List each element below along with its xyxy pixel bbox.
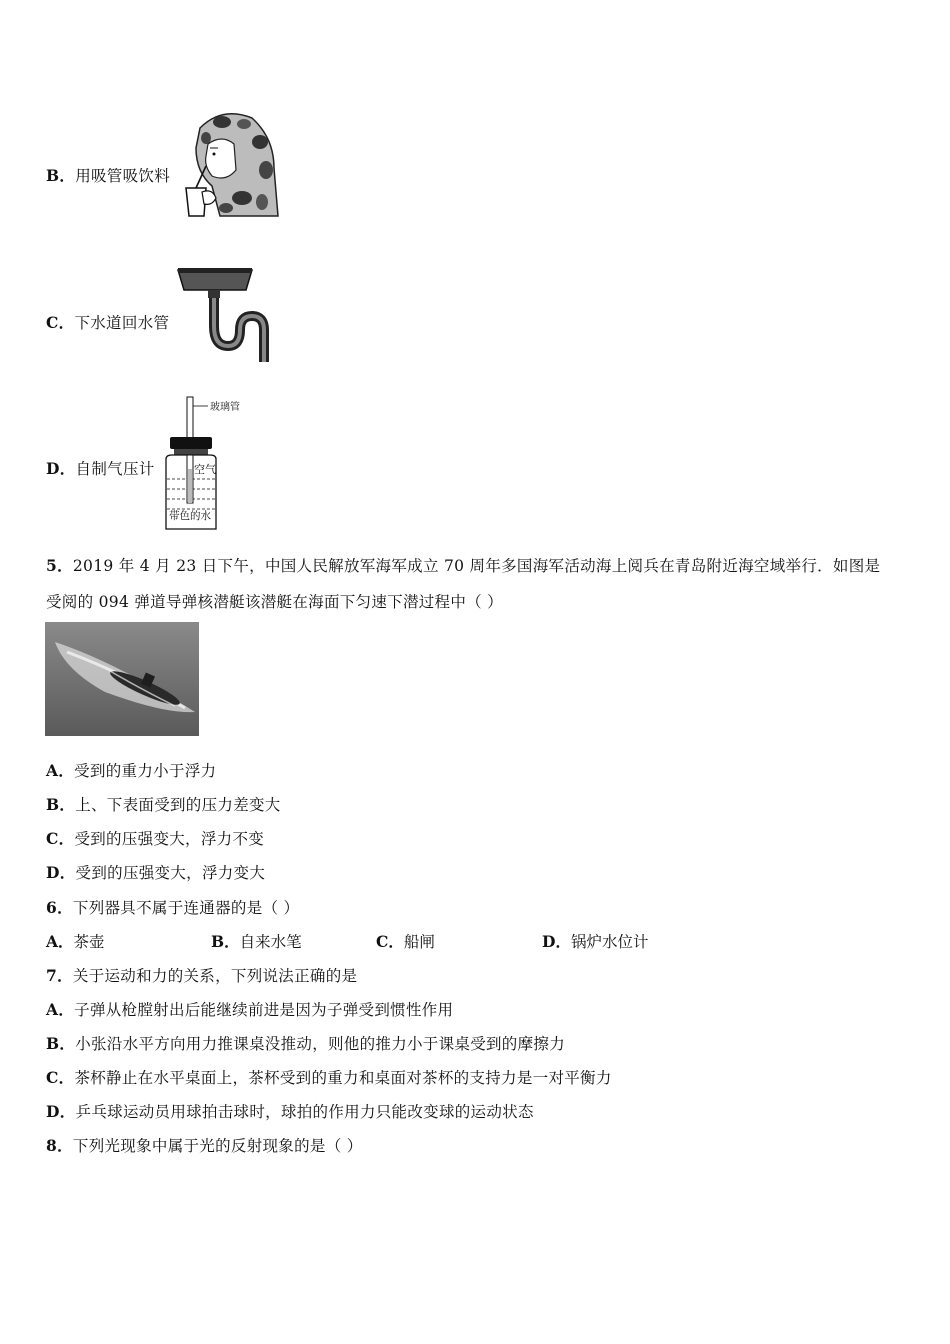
q7-option-c — [46, 1066, 612, 1088]
option-text: 上、下表面受到的压力差变大 — [75, 796, 281, 814]
option-text: 船闸 — [403, 933, 435, 951]
question-stem: 受阅的 094 弹道导弹核潜艇该潜艇在海面下匀速下潜过程中（ ） — [46, 593, 503, 611]
question-number: 5． — [46, 556, 73, 575]
q7-option-d — [46, 1100, 534, 1122]
q4-option-b — [46, 164, 170, 186]
q7-stem — [46, 964, 357, 986]
colored-water-label: 带色的水 — [169, 510, 211, 522]
option-text: 自制气压计 — [75, 460, 155, 478]
q6-option-b — [211, 930, 302, 952]
option-letter: C． — [46, 829, 75, 848]
homemade-barometer-image — [160, 393, 256, 537]
q5-stem-line1 — [46, 554, 880, 576]
question-stem: 下列器具不属于连通器的是（ ） — [72, 899, 300, 917]
q5-stem-line2 — [46, 590, 503, 612]
q6-stem — [46, 896, 299, 918]
question-stem: 下列光现象中属于光的反射现象的是（ ） — [72, 1137, 363, 1155]
question-stem: 2019 年 4 月 23 日下午，中国人民解放军海军成立 70 周年多国海军活动海上阅兵在青岛附近海空域举行．如图是 — [72, 557, 881, 575]
option-text: 乒乓球运动员用球拍击球时，球拍的作用力只能改变球的运动状态 — [75, 1103, 534, 1121]
q4-option-d — [46, 457, 155, 479]
option-text: 受到的压强变大，浮力不变 — [74, 830, 265, 848]
question-number: 6． — [46, 898, 73, 917]
q5-option-d — [46, 861, 265, 883]
q7-option-a — [46, 998, 453, 1020]
q6-option-c — [376, 930, 435, 952]
glass-tube-label: 玻璃管 — [210, 402, 240, 413]
option-text: 受到的压强变大，浮力变大 — [75, 864, 266, 882]
option-letter: D． — [46, 1102, 76, 1121]
q5-option-b — [46, 793, 281, 815]
option-letter: A． — [46, 1000, 75, 1019]
option-letter: D． — [542, 932, 571, 951]
q5-option-c — [46, 827, 264, 849]
question-number: 7． — [46, 966, 73, 985]
option-text: 小张沿水平方向用力推课桌没推动，则他的推力小于课桌受到的摩擦力 — [75, 1035, 566, 1053]
sink-trap-pipe-image — [176, 264, 272, 368]
option-text: 用吸管吸饮料 — [75, 167, 171, 185]
q8-stem — [46, 1134, 363, 1156]
option-text: 茶壶 — [73, 933, 105, 951]
option-letter: B． — [46, 166, 76, 185]
q4-option-c — [46, 311, 169, 333]
option-text: 子弹从枪膛射出后能继续前进是因为子弹受到惯性作用 — [74, 1001, 454, 1019]
option-letter: B． — [46, 1034, 76, 1053]
option-letter: D． — [46, 459, 76, 478]
q7-option-b — [46, 1032, 565, 1054]
submarine-photo-image — [45, 622, 199, 740]
q6-option-d — [542, 930, 648, 952]
q6-option-a — [46, 930, 105, 952]
q5-option-a — [46, 759, 216, 781]
option-text: 下水道回水管 — [74, 314, 170, 332]
option-letter: B． — [211, 932, 240, 951]
question-number: 8． — [46, 1136, 73, 1155]
option-letter: C． — [46, 313, 75, 332]
option-letter: D． — [46, 863, 76, 882]
option-text: 受到的重力小于浮力 — [74, 762, 217, 780]
option-letter: A． — [46, 932, 74, 951]
option-letter: C． — [46, 1068, 75, 1087]
option-letter: A． — [46, 761, 75, 780]
option-text: 锅炉水位计 — [570, 933, 649, 951]
child-drinking-straw-image — [182, 108, 280, 224]
option-letter: C． — [376, 932, 404, 951]
option-text: 自来水笔 — [239, 933, 302, 951]
option-letter: B． — [46, 795, 76, 814]
air-label: 空气 — [194, 463, 216, 476]
option-text: 茶杯静止在水平桌面上，茶杯受到的重力和桌面对茶杯的支持力是一对平衡力 — [74, 1069, 612, 1087]
question-stem: 关于运动和力的关系，下列说法正确的是 — [72, 967, 358, 985]
